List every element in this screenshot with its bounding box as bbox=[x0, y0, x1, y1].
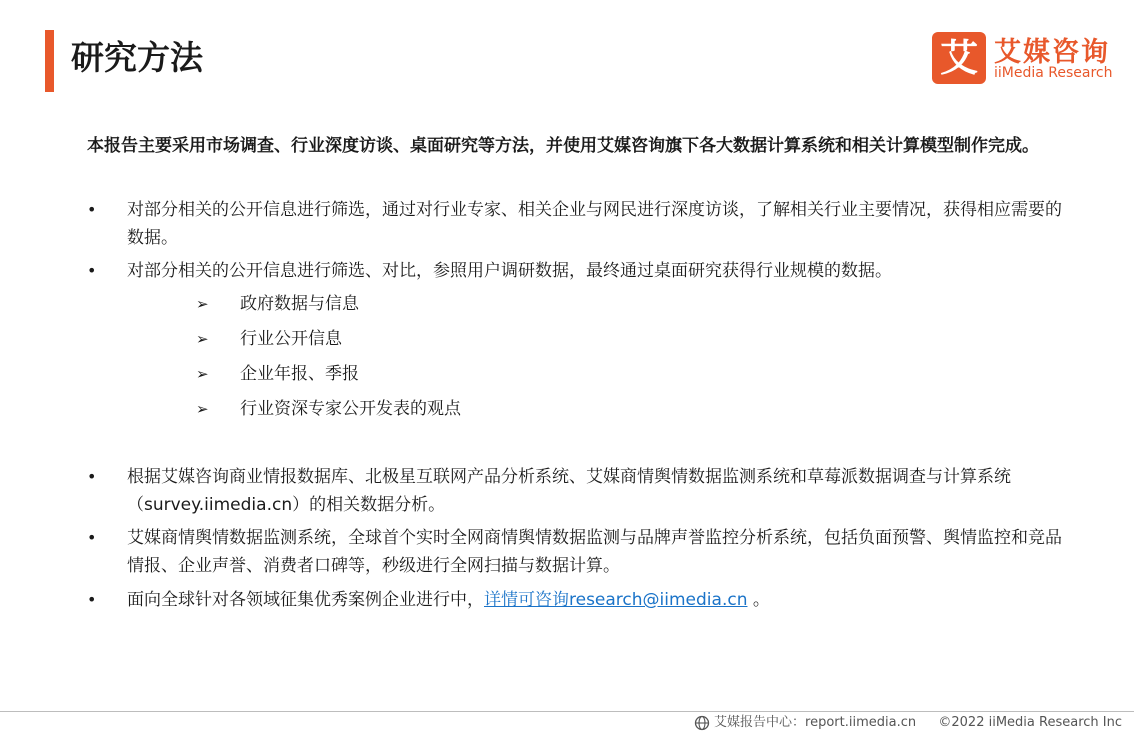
bullet-icon: • bbox=[87, 590, 97, 609]
sub-item-text: 行业公开信息 bbox=[240, 329, 342, 349]
logo-mark-icon: 艾 bbox=[932, 32, 986, 84]
arrow-bullet-icon: ➢ bbox=[196, 365, 209, 383]
intro-paragraph: 本报告主要采用市场调查、行业深度访谈、桌面研究等方法，并使用艾媒咨询旗下各大数据计算系统和相关计算模型制作完成。 bbox=[87, 136, 1039, 156]
footer-copyright: ©2022 iiMedia Research Inc bbox=[938, 715, 1122, 730]
logo-name-en: iiMedia Research bbox=[994, 65, 1113, 81]
title-accent-bar bbox=[45, 30, 54, 92]
list-item bbox=[87, 524, 1077, 580]
arrow-bullet-icon: ➢ bbox=[196, 400, 209, 418]
arrow-bullet-icon: ➢ bbox=[196, 295, 209, 313]
bullet-icon: • bbox=[87, 200, 97, 219]
bullet-icon: • bbox=[87, 528, 97, 547]
bullet-text: 对部分相关的公开信息进行筛选，通过对行业专家、相关企业与网民进行深度访谈，了解相关行业主要情况，获得相应需要的数据。 bbox=[127, 200, 1062, 248]
footer-source: 艾媒报告中心：report.iimedia.cn bbox=[714, 715, 917, 730]
globe-icon bbox=[694, 715, 710, 731]
bullet-icon: • bbox=[87, 261, 97, 280]
list-item bbox=[87, 196, 1077, 252]
bullet-text: 艾媒商情舆情数据监测系统，全球首个实时全网商情舆情数据监测与品牌声誉监控分析系统，包括负面预警、舆情监控和竞品情报、企业声誉、消费者口碑等，秒级进行全网扫描与数据计算。 bbox=[127, 528, 1062, 576]
brand-logo bbox=[932, 32, 1117, 88]
sub-list-item bbox=[196, 396, 461, 422]
contact-email-link[interactable]: 详情可咨询research@iimedia.cn bbox=[484, 590, 748, 610]
sub-list-item bbox=[196, 326, 342, 352]
bullet-text-prefix: 面向全球针对各领域征集优秀案例企业进行中， bbox=[127, 590, 484, 610]
list-item bbox=[87, 463, 1077, 519]
footer bbox=[694, 713, 1122, 733]
bullet-text: 对部分相关的公开信息进行筛选、对比，参照用户调研数据，最终通过桌面研究获得行业规模的数据。 bbox=[127, 261, 892, 281]
sub-list-item bbox=[196, 361, 359, 387]
arrow-bullet-icon: ➢ bbox=[196, 330, 209, 348]
sub-item-text: 行业资深专家公开发表的观点 bbox=[240, 399, 461, 419]
page-title: 研究方法 bbox=[71, 38, 203, 77]
footer-divider bbox=[0, 711, 1134, 712]
sub-item-text: 政府数据与信息 bbox=[240, 294, 359, 314]
bullet-text bbox=[127, 586, 1077, 614]
sub-list-item bbox=[196, 291, 359, 317]
logo-name-cn: 艾媒咨询 bbox=[994, 37, 1110, 68]
sub-item-text: 企业年报、季报 bbox=[240, 364, 359, 384]
bullet-icon: • bbox=[87, 467, 97, 486]
list-item bbox=[87, 257, 1077, 285]
bullet-text-suffix: 。 bbox=[747, 590, 770, 610]
list-item bbox=[87, 586, 1077, 614]
bullet-text: 根据艾媒咨询商业情报数据库、北极星互联网产品分析系统、艾媒商情舆情数据监测系统和草莓派数据调查与计算系统（survey.iimedia.cn）的相关数据分析。 bbox=[127, 467, 1011, 515]
